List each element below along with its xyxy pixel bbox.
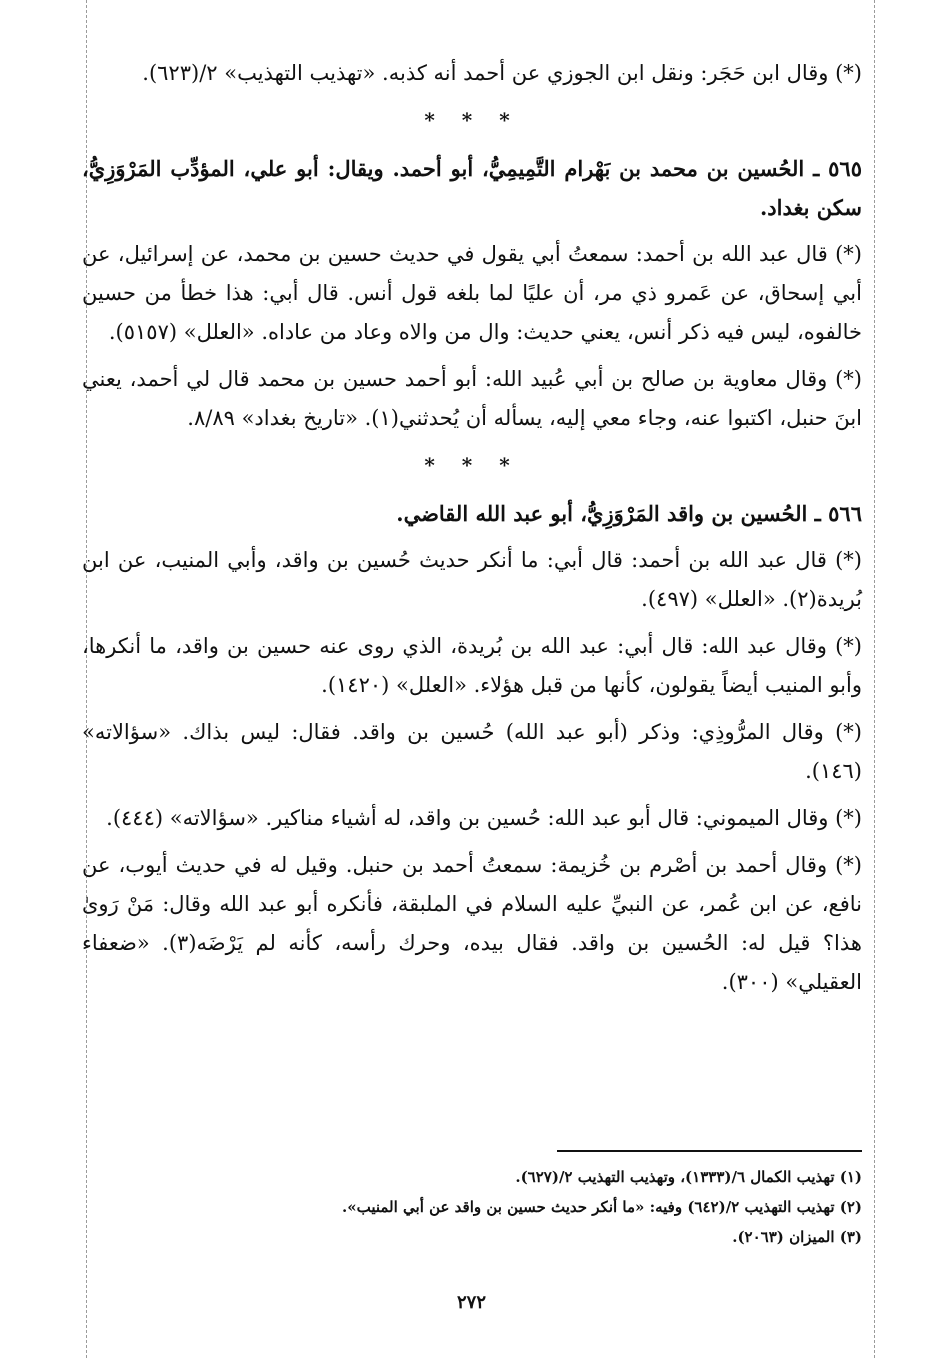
paragraph-6: (*) وقال المرُّوذِي: وذكر (أبو عبد الله) حُسين بن واقد. فقال: ليس بذاك. «سؤالاته» (١٤٦).	[82, 720, 862, 783]
footnote-2: (٢) تهذيب التهذيب ٢/(٦٤٢) وفيه: «ما أنكر حديث حسين بن واقد عن أبي المنيب».	[342, 1198, 862, 1216]
section-separator-2: * * *	[424, 453, 520, 477]
paragraph-7: (*) وقال الميموني: قال أبو عبد الله: حُسين بن واقد، له أشياء مناكير. «سؤالاته» (٤٤٤).	[106, 806, 862, 830]
paragraph-3: (*) وقال معاوية بن صالح بن أبي عُبيد الله: أبو أحمد حسين بن محمد قال لي أحمد، يعني ابنَ حنبل، اكتبوا عنه، وجاء معي إليه، يسأله أن يُحدثني(١). «تاريخ بغداد» ٨/٨٩.	[82, 367, 862, 430]
paragraph-5: (*) وقال عبد الله: قال أبي: عبد الله بن بُريدة، الذي روى عنه حسين بن واقد، ما أنكرها، وأبو المنيب أيضاً يقولون، كأنها من قبل هؤلاء. «العلل» (١٤٢٠).	[82, 634, 862, 697]
entry-heading-565: ٥٦٥ ـ الحُسين بن محمد بن بَهْرام التَّمِيمِيُّ، أبو أحمد. ويقال: أبو علي، المؤدِّب المَرْوَزِيُّ، سكن بغداد.	[82, 156, 862, 220]
main-text	[82, 54, 862, 1010]
paragraph-2: (*) قال عبد الله بن أحمد: سمعتُ أبي يقول في حديث حسين بن محمد، عن إسرائيل، عن أبي إسحاق، عن عَمرو ذي مر، أن عليًا لما بلغه قول أنس. قال أبي: هذا خطأ من حسين خالفوه، ليس فيه ذكر أنس، يعني حديث: وال من والاه وعاد من عاداه. «العلل» (٥١٥٧).	[82, 242, 862, 344]
paragraph-4: (*) قال عبد الله بن أحمد: قال أبي: ما أنكر حديث حُسين بن واقد، وأبي المنيب، عن ابن بُريدة(٢). «العلل» (٤٩٧).	[82, 548, 862, 611]
page-number: ٢٧٢	[456, 1292, 486, 1313]
footnotes	[82, 1150, 862, 1252]
section-separator-1: * * *	[424, 108, 520, 132]
footnote-1: (١) تهذيب الكمال ٦/(١٣٣٣)، وتهذيب التهذيب ٢/(٦٢٧).	[515, 1168, 862, 1186]
entry-heading-566: ٥٦٦ ـ الحُسين بن واقد المَرْوَزِيُّ، أبو عبد الله القاضي.	[396, 501, 862, 526]
paragraph-8: (*) وقال أحمد بن أصْرم بن خُزيمة: سمعتُ أحمد بن حنبل. وقيل له في حديث أيوب، عن نافع، عن ابن عُمر، عن النبيِّ عليه السلام في الملبقة، فأنكره أبو عبد الله وقال: مَنْ رَوىٰ هذا؟ قيل له: الحُسين بن واقد. فقال بيده، وحرك رأسه، كأنه لم يَرْضَه(٣). «ضعفاء العقيلي» (٣٠٠).	[82, 853, 862, 994]
paragraph-1: (*) وقال ابن حَجَر: ونقل ابن الجوزي عن أحمد أنه كذبه. «تهذيب التهذيب» ٢/(٦٢٣).	[142, 61, 862, 85]
footnote-divider	[557, 1150, 862, 1152]
footnote-3: (٣) الميزان (٢٠٦٣).	[732, 1228, 862, 1246]
right-margin-rule	[874, 0, 875, 1358]
